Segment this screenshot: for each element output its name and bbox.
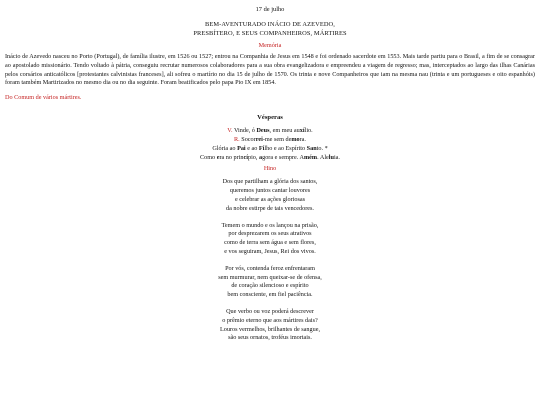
- v-marker: V.: [227, 127, 233, 135]
- hymn-line: Dos que partilham a glória dos santos,: [222, 178, 318, 186]
- hymn-stanza: [5, 178, 535, 213]
- gloria-bold: San: [306, 145, 317, 153]
- hymn-line: da nobre estirpe de tais vencedores.: [226, 204, 314, 212]
- como-text: gora e sempre. A: [262, 153, 305, 161]
- hymn-line: Temem o mundo e os lançou na prisão,: [221, 221, 319, 229]
- r-bold: mo: [291, 136, 300, 144]
- hymn-line: queremos juntos cantar louvores: [229, 187, 311, 195]
- feast-title-line-2: PRESBÍTERO, E SEUS COMPANHEIROS, MÁRTIRES: [193, 30, 347, 38]
- v-text: , em meu au: [269, 127, 300, 135]
- gloria-text: to. *: [316, 145, 328, 153]
- hymn-line: bem consciente, em fiel paciência.: [227, 291, 313, 299]
- hymn-line: de coração silencioso e espírito: [231, 282, 309, 290]
- r-bold: rei: [255, 136, 263, 144]
- hymn-line: Louros vermelhos, brilhantes de sangue,: [219, 325, 320, 333]
- hymn-line: como de terra sem água e sem flores,: [224, 239, 316, 247]
- v-bold: xí: [299, 127, 305, 135]
- como-bold: mém: [304, 153, 318, 161]
- hymn-stanza: [5, 222, 535, 257]
- gloria-text: e ao: [245, 145, 259, 153]
- biography-paragraph: Inácio de Azevedo nasceu no Porto (Portugal), de família ilustre, em 1526 ou 1527; entrou na Companhia de Jesus em 1548 e foi ordenado sacerdote em 1553. Mais tarde partiu para o Brasil, a fim de se consagrar ao apostolado missionário. Tendo voltado à pátria, conseguiu recrutar numerosos colaboradores para a sua obra evangelizadora e empreendeu a viagem de regresso; mas, interceptados ao largo das ilhas Canárias pelos corsários anticatólicos [protestantes calvinistas franceses], ali sofreu o martírio no dia 15 de julho de 1570. Os trinta e nove Companheiros que iam na mesma nau (trinta e um portugueses e oito espanhóis) foram também Martirizados no mesmo dia ou no dia seguinte. Foram beatificados pelo papa Pio IX em 1854.: [5, 53, 535, 87]
- versicle-v: [5, 127, 535, 136]
- hymn-line: Que verbo ou voz poderá descrever: [226, 307, 314, 315]
- gloria-text: Glória ao: [212, 145, 238, 153]
- gloria-line: [5, 145, 535, 154]
- como-text: . Ale: [317, 153, 329, 161]
- gloria-text: lho e ao Espírito: [264, 145, 307, 153]
- hymn-line: são seus ornatos, troféus imortais.: [228, 334, 312, 342]
- hymn-stanza: [5, 308, 535, 343]
- como-bold: a: [259, 153, 263, 161]
- r-marker: R.: [234, 136, 240, 144]
- r-text: -me sem de: [262, 136, 292, 144]
- v-text: lio.: [304, 127, 313, 135]
- como-line: [5, 154, 535, 163]
- feast-title-line-1: BEM-AVENTURADO INÁCIO DE AZEVEDO,: [205, 21, 335, 29]
- como-bold: cí: [243, 153, 248, 161]
- como-bold: e: [216, 153, 220, 161]
- hymn-stanza: [5, 265, 535, 300]
- como-text: ia.: [333, 153, 340, 161]
- versicle-r: [5, 136, 535, 145]
- hymn-line: e vos seguiram, Jesus, Rei dos vivos.: [224, 247, 316, 255]
- v-bold: Deus: [256, 127, 270, 135]
- vesperas-heading: Vésperas: [257, 114, 283, 122]
- como-text: pio,: [247, 153, 259, 161]
- gloria-bold: Pai: [237, 145, 246, 153]
- como-bold: lu: [328, 153, 334, 161]
- r-text: Socor: [239, 136, 256, 144]
- common-note-link[interactable]: Do Comum de vários mártires.: [5, 94, 82, 102]
- v-text: Vinde, ó: [232, 127, 257, 135]
- memoria-label: Memória: [258, 42, 282, 50]
- como-text: Como: [200, 153, 217, 161]
- hymn-line: por desprezarem os seus atrativos: [228, 230, 312, 238]
- hymn-line: sem murmurar, nem queixar-se de ofensa,: [218, 273, 322, 281]
- hymn-line: o prêmio eterno que aos mártires dais?: [222, 316, 318, 324]
- versicle-block: [5, 127, 535, 162]
- feast-title: [5, 20, 535, 38]
- hymn-line: e celebrar as ações gloriosas: [234, 196, 306, 203]
- gloria-bold: Fi: [258, 145, 265, 153]
- hymn: [5, 178, 535, 343]
- date-heading: 17 de julho: [255, 6, 285, 13]
- como-text: ra no prin: [219, 153, 244, 161]
- hino-heading: Hino: [263, 164, 277, 172]
- hymn-line: Por vós, contenda feroz enfrentaram: [225, 264, 315, 272]
- r-text: ra.: [299, 136, 306, 144]
